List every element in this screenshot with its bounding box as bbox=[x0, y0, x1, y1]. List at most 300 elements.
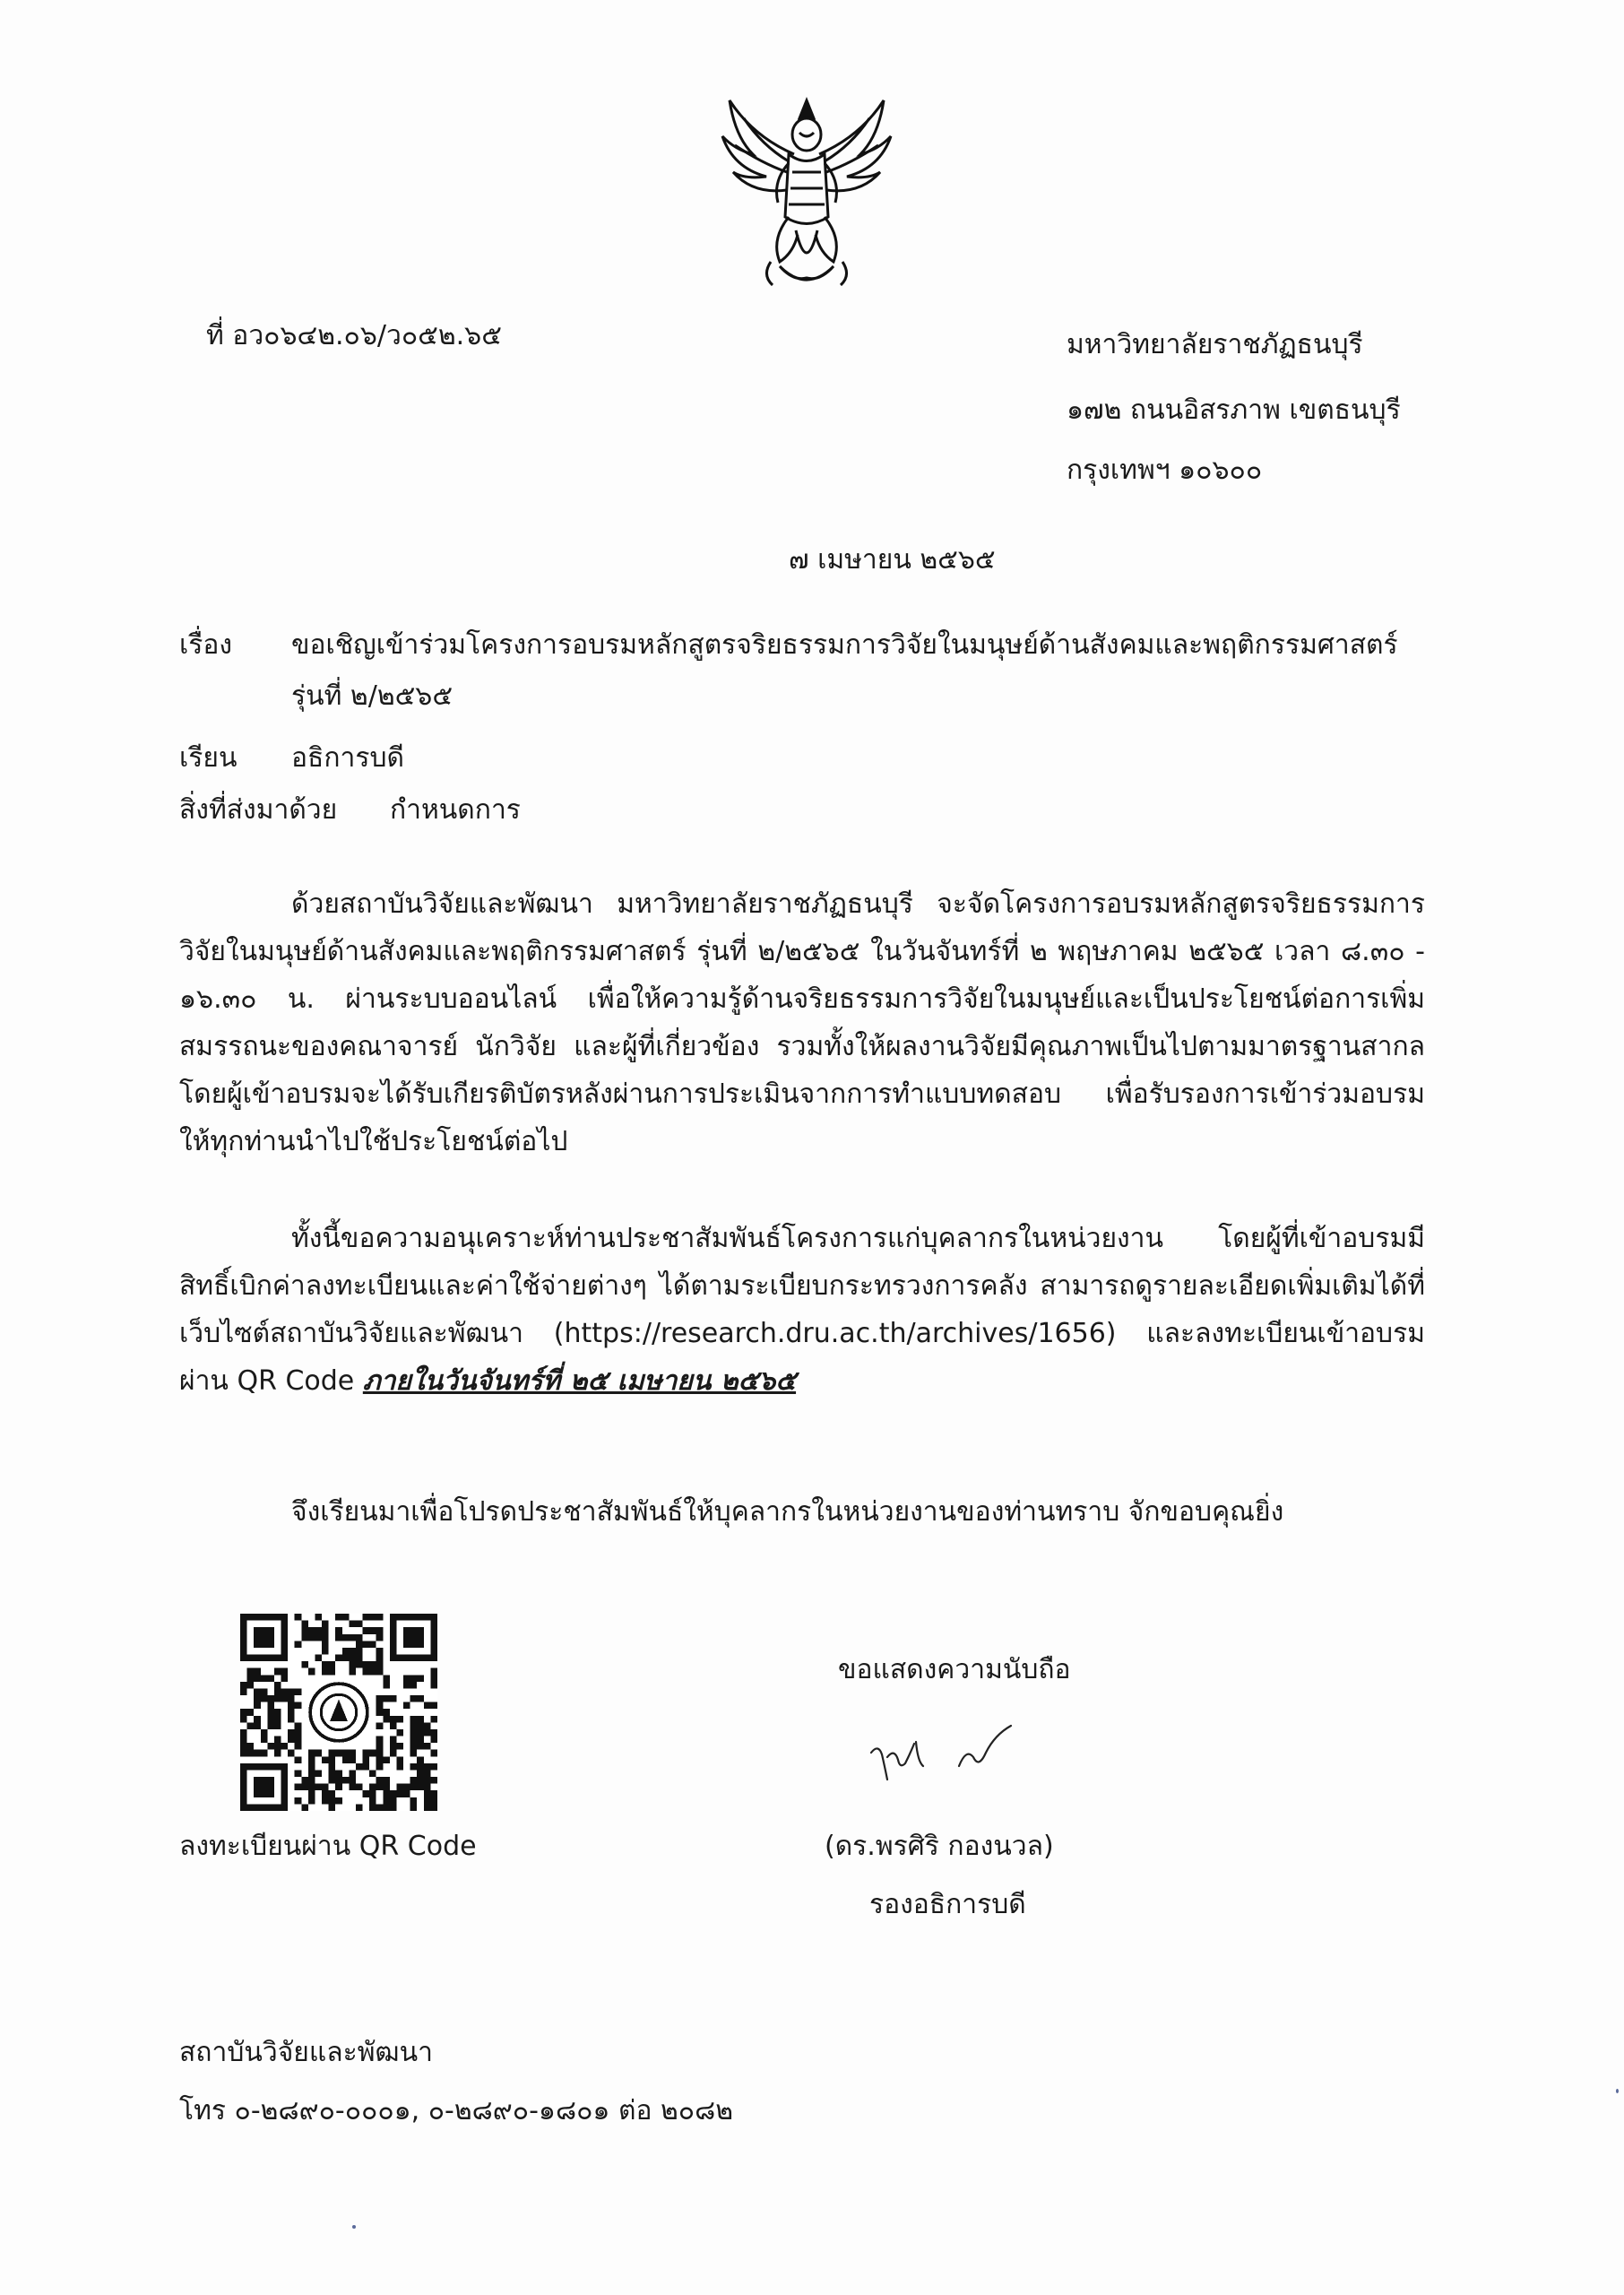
qr-module bbox=[322, 1641, 329, 1648]
qr-module bbox=[369, 1750, 376, 1757]
qr-module bbox=[254, 1722, 261, 1729]
qr-module bbox=[247, 1709, 255, 1716]
qr-module bbox=[295, 1729, 302, 1736]
handwritten-signature bbox=[860, 1717, 1040, 1797]
qr-module bbox=[417, 1675, 424, 1682]
qr-module bbox=[261, 1729, 268, 1736]
qr-module bbox=[376, 1777, 384, 1784]
qr-module bbox=[383, 1756, 390, 1763]
qr-module bbox=[261, 1688, 268, 1695]
qr-module bbox=[369, 1790, 376, 1797]
qr-module bbox=[376, 1756, 384, 1763]
qr-module bbox=[410, 1722, 418, 1729]
qr-module bbox=[424, 1743, 431, 1750]
qr-module bbox=[369, 1797, 376, 1805]
qr-module bbox=[403, 1675, 410, 1682]
qr-module bbox=[376, 1695, 384, 1702]
qr-module bbox=[369, 1770, 376, 1777]
qr-module bbox=[308, 1784, 315, 1791]
qr-module bbox=[430, 1729, 437, 1736]
qr-module bbox=[356, 1634, 363, 1641]
qr-module bbox=[363, 1750, 370, 1757]
qr-module bbox=[301, 1661, 308, 1668]
qr-module bbox=[410, 1695, 418, 1702]
qr-module bbox=[329, 1668, 336, 1676]
qr-module bbox=[376, 1668, 384, 1676]
qr-module bbox=[396, 1716, 403, 1723]
qr-module bbox=[383, 1695, 390, 1702]
qr-module bbox=[369, 1661, 376, 1668]
qr-module bbox=[329, 1661, 336, 1668]
qr-module bbox=[267, 1702, 274, 1710]
qr-module bbox=[335, 1750, 342, 1757]
qr-module bbox=[267, 1695, 274, 1702]
sender-line-1: มหาวิทยาลัยราชภัฏธนบุรี bbox=[1067, 329, 1363, 360]
qr-module bbox=[383, 1790, 390, 1797]
qr-module bbox=[322, 1756, 329, 1763]
qr-module bbox=[322, 1621, 329, 1628]
qr-module bbox=[335, 1777, 342, 1784]
qr-module bbox=[396, 1756, 403, 1763]
qr-module bbox=[363, 1614, 370, 1621]
qr-module bbox=[274, 1722, 281, 1729]
qr-module bbox=[383, 1709, 390, 1716]
qr-module bbox=[281, 1695, 289, 1702]
qr-module bbox=[315, 1614, 322, 1621]
qr-module bbox=[430, 1797, 437, 1805]
qr-module bbox=[301, 1634, 308, 1641]
qr-module bbox=[295, 1743, 302, 1750]
qr-module bbox=[369, 1627, 376, 1634]
qr-module bbox=[335, 1634, 342, 1641]
qr-module bbox=[301, 1804, 308, 1811]
qr-module bbox=[295, 1702, 302, 1710]
qr-module bbox=[322, 1627, 329, 1634]
recipient-label: เรียน bbox=[179, 742, 238, 774]
qr-module bbox=[376, 1614, 384, 1621]
qr-module bbox=[376, 1784, 384, 1791]
qr-module bbox=[369, 1614, 376, 1621]
qr-module bbox=[363, 1763, 370, 1771]
qr-module bbox=[410, 1750, 418, 1757]
qr-module bbox=[254, 1702, 261, 1710]
body-paragraph-2-text: ทั้งนี้ขอความอนุเคราะห์ท่านประชาสัมพันธ์โครงการแก่บุคลากรในหน่วยงาน โดยผู้ที่เข้าอบรมมีสิทธิ์เบิกค่าลงทะเบียนและค่าใช้จ่ายต่างๆ ได้ตามระเบียบกระทรวงการคลัง สามารถดูรายละเอียดเพิ่มเติมได้ที่เว็บไซต์สถาบันวิจัยและพัฒนา (https://research.dru.ac.th/archives/1656) และลงทะเบียนเข้าอบรมผ่าน QR Code bbox=[179, 1223, 1425, 1397]
qr-module bbox=[363, 1661, 370, 1668]
closing-text: ขอแสดงความนับถือ bbox=[838, 1654, 1071, 1685]
qr-module bbox=[376, 1743, 384, 1750]
qr-module bbox=[410, 1729, 418, 1736]
qr-module bbox=[315, 1655, 322, 1662]
qr-module bbox=[363, 1668, 370, 1676]
qr-module bbox=[254, 1716, 261, 1723]
qr-module bbox=[247, 1675, 255, 1682]
footer-phone: โทร ๐-๒๘๙๐-๐๐๐๑, ๐-๒๘๙๐-๑๘๐๑ ต่อ ๒๐๘๒ bbox=[179, 2095, 734, 2126]
qr-module bbox=[349, 1756, 356, 1763]
qr-module bbox=[430, 1668, 437, 1676]
qr-module bbox=[254, 1668, 261, 1676]
qr-module bbox=[322, 1634, 329, 1641]
qr-module bbox=[430, 1682, 437, 1689]
qr-module bbox=[349, 1634, 356, 1641]
qr-module bbox=[301, 1784, 308, 1791]
qr-module bbox=[396, 1763, 403, 1771]
qr-module bbox=[417, 1736, 424, 1744]
qr-module bbox=[410, 1716, 418, 1723]
qr-module bbox=[376, 1661, 384, 1668]
qr-module bbox=[376, 1804, 384, 1811]
qr-module bbox=[349, 1668, 356, 1676]
qr-module bbox=[410, 1736, 418, 1744]
qr-module bbox=[335, 1784, 342, 1791]
qr-module bbox=[383, 1682, 390, 1689]
qr-module bbox=[247, 1682, 255, 1689]
subject-line-1: ขอเชิญเข้าร่วมโครงการอบรมหลักสูตรจริยธรรมการวิจัยในมนุษย์ด้านสังคมและพฤติกรรมศาสตร์ bbox=[291, 629, 1398, 661]
qr-module bbox=[342, 1756, 350, 1763]
qr-module bbox=[349, 1648, 356, 1655]
qr-module bbox=[424, 1722, 431, 1729]
qr-module bbox=[308, 1756, 315, 1763]
qr-module bbox=[315, 1627, 322, 1634]
qr-module bbox=[424, 1777, 431, 1784]
qr-module bbox=[247, 1722, 255, 1729]
qr-module bbox=[410, 1797, 418, 1805]
qr-module bbox=[390, 1750, 397, 1757]
qr-module bbox=[288, 1709, 295, 1716]
qr-module bbox=[308, 1797, 315, 1805]
qr-module bbox=[288, 1736, 295, 1744]
qr-module bbox=[424, 1797, 431, 1805]
registration-deadline: ภายในวันจันทร์ที่ ๒๕ เมษายน ๒๕๖๕ bbox=[362, 1365, 797, 1397]
qr-module bbox=[261, 1695, 268, 1702]
qr-module bbox=[301, 1777, 308, 1784]
qr-module bbox=[247, 1743, 255, 1750]
qr-module bbox=[356, 1641, 363, 1648]
qr-module bbox=[363, 1627, 370, 1634]
qr-module bbox=[424, 1770, 431, 1777]
qr-module bbox=[376, 1709, 384, 1716]
qr-module bbox=[342, 1777, 350, 1784]
qr-module bbox=[315, 1750, 322, 1757]
qr-module bbox=[267, 1675, 274, 1682]
body-paragraph-1: ด้วยสถาบันวิจัยและพัฒนา มหาวิทยาลัยราชภัฏธนบุรี จะจัดโครงการอบรมหลักสูตรจริยธรรมการวิจัยในมนุษย์ด้านสังคมและพฤติกรรมศาสตร์ รุ่นที่ ๒/๒๕๖๕ ในวันจันทร์ที่ ๒ พฤษภาคม ๒๕๖๕ เวลา ๘.๓๐ - ๑๖.๓๐ น. ผ่านระบบออนไลน์ เพื่อให้ความรู้ด้านจริยธรรมการวิจัยในมนุษย์และเป็นประโยชน์ต่อการเพิ่มสมรรถนะของคณาจารย์ นักวิจัย และผู้ที่เกี่ยวข้อง รวมทั้งให้ผลงานวิจัยมีคุณภาพเป็นไปตามมาตรฐานสากล โดยผู้เข้าอบรมจะได้รับเกียรติบัตรหลังผ่านการประเมินจากการทำแบบทดสอบ เพื่อรับรองการเข้าร่วมอบรม ให้ทุกท่านนำไปใช้ประโยชน์ต่อไป bbox=[179, 888, 1425, 1157]
qr-module bbox=[349, 1750, 356, 1757]
qr-module bbox=[322, 1784, 329, 1791]
qr-module bbox=[376, 1627, 384, 1634]
qr-module bbox=[430, 1736, 437, 1744]
qr-module bbox=[335, 1655, 342, 1662]
qr-module bbox=[430, 1777, 437, 1784]
qr-module bbox=[329, 1750, 336, 1757]
qr-module bbox=[335, 1627, 342, 1634]
qr-module bbox=[308, 1750, 315, 1757]
qr-module bbox=[410, 1804, 418, 1811]
qr-module bbox=[329, 1790, 336, 1797]
qr-module bbox=[329, 1797, 336, 1805]
qr-module bbox=[247, 1750, 255, 1757]
qr-module bbox=[417, 1743, 424, 1750]
scan-speck bbox=[1616, 2089, 1619, 2093]
qr-module bbox=[396, 1729, 403, 1736]
qr-module bbox=[376, 1655, 384, 1662]
garuda-emblem-icon bbox=[717, 82, 896, 298]
qr-module bbox=[329, 1763, 336, 1771]
qr-module bbox=[301, 1627, 308, 1634]
qr-module bbox=[261, 1750, 268, 1757]
qr-module bbox=[383, 1716, 390, 1723]
qr-module bbox=[274, 1709, 281, 1716]
qr-module bbox=[274, 1695, 281, 1702]
qr-module bbox=[322, 1790, 329, 1797]
qr-module bbox=[288, 1716, 295, 1723]
qr-module bbox=[363, 1641, 370, 1648]
qr-module bbox=[369, 1668, 376, 1676]
qr-module bbox=[329, 1756, 336, 1763]
scan-speck bbox=[352, 2225, 356, 2229]
qr-module bbox=[274, 1688, 281, 1695]
qr-module bbox=[410, 1743, 418, 1750]
qr-module bbox=[417, 1777, 424, 1784]
footer-office: สถาบันวิจัยและพัฒนา bbox=[179, 2037, 433, 2068]
qr-module bbox=[240, 1682, 247, 1689]
signer-title: รองอธิการบดี bbox=[869, 1889, 1026, 1920]
qr-module bbox=[247, 1668, 255, 1676]
qr-module bbox=[288, 1702, 295, 1710]
qr-module bbox=[295, 1756, 302, 1763]
body-paragraph-2 bbox=[179, 1215, 1425, 1405]
qr-module bbox=[254, 1675, 261, 1682]
qr-code-icon[interactable] bbox=[240, 1614, 437, 1811]
qr-module bbox=[267, 1709, 274, 1716]
qr-module bbox=[335, 1614, 342, 1621]
qr-module bbox=[288, 1688, 295, 1695]
qr-module bbox=[396, 1790, 403, 1797]
qr-module bbox=[295, 1770, 302, 1777]
qr-module bbox=[308, 1634, 315, 1641]
qr-module bbox=[376, 1763, 384, 1771]
qr-module bbox=[322, 1797, 329, 1805]
qr-module bbox=[417, 1695, 424, 1702]
qr-module bbox=[430, 1750, 437, 1757]
qr-module bbox=[376, 1722, 384, 1729]
qr-module bbox=[356, 1784, 363, 1791]
qr-module bbox=[376, 1634, 384, 1641]
qr-module bbox=[356, 1655, 363, 1662]
qr-module bbox=[281, 1743, 289, 1750]
qr-module bbox=[430, 1675, 437, 1682]
qr-module bbox=[349, 1784, 356, 1791]
qr-module bbox=[240, 1750, 247, 1757]
qr-module bbox=[430, 1716, 437, 1723]
qr-module bbox=[295, 1736, 302, 1744]
qr-module bbox=[363, 1790, 370, 1797]
qr-module bbox=[329, 1777, 336, 1784]
qr-module bbox=[376, 1750, 384, 1757]
sender-line-2: ๑๗๒ ถนนอิสรภาพ เขตธนบุรี bbox=[1067, 394, 1401, 426]
qr-module bbox=[288, 1750, 295, 1757]
qr-module bbox=[376, 1702, 384, 1710]
qr-module bbox=[301, 1621, 308, 1628]
qr-module bbox=[295, 1641, 302, 1648]
qr-module bbox=[261, 1675, 268, 1682]
qr-module bbox=[403, 1702, 410, 1710]
qr-module bbox=[396, 1743, 403, 1750]
qr-module bbox=[430, 1763, 437, 1771]
qr-module bbox=[322, 1661, 329, 1668]
qr-module bbox=[424, 1804, 431, 1811]
qr-module bbox=[383, 1804, 390, 1811]
qr-module bbox=[390, 1743, 397, 1750]
qr-module bbox=[308, 1770, 315, 1777]
qr-module bbox=[356, 1661, 363, 1668]
qr-module bbox=[267, 1716, 274, 1723]
qr-module bbox=[308, 1763, 315, 1771]
qr-module bbox=[240, 1688, 247, 1695]
qr-module bbox=[281, 1668, 289, 1676]
qr-module bbox=[369, 1784, 376, 1791]
qr-module bbox=[383, 1675, 390, 1682]
qr-module bbox=[274, 1716, 281, 1723]
qr-module bbox=[376, 1648, 384, 1655]
qr-module bbox=[335, 1797, 342, 1805]
qr-module bbox=[254, 1695, 261, 1702]
qr-module bbox=[295, 1688, 302, 1695]
qr-module bbox=[342, 1648, 350, 1655]
qr-module bbox=[295, 1797, 302, 1805]
qr-module bbox=[295, 1614, 302, 1621]
qr-module bbox=[315, 1634, 322, 1641]
subject-label: เรื่อง bbox=[179, 629, 233, 661]
qr-module bbox=[240, 1729, 247, 1736]
qr-module bbox=[424, 1790, 431, 1797]
qr-module bbox=[356, 1804, 363, 1811]
qr-module bbox=[240, 1709, 247, 1716]
reference-number: ที่ อว๐๖๔๒.๐๖/ว๐๕๒.๖๕ bbox=[206, 320, 502, 351]
qr-module bbox=[430, 1790, 437, 1797]
qr-module bbox=[329, 1770, 336, 1777]
qr-module bbox=[410, 1682, 418, 1689]
qr-module bbox=[308, 1668, 315, 1676]
qr-module bbox=[295, 1784, 302, 1791]
qr-module bbox=[308, 1627, 315, 1634]
qr-module bbox=[383, 1777, 390, 1784]
qr-module bbox=[390, 1736, 397, 1744]
qr-module bbox=[390, 1695, 397, 1702]
qr-module bbox=[315, 1784, 322, 1791]
qr-module bbox=[403, 1682, 410, 1689]
qr-module bbox=[342, 1634, 350, 1641]
qr-module bbox=[281, 1688, 289, 1695]
qr-module bbox=[254, 1750, 261, 1757]
qr-module bbox=[308, 1777, 315, 1784]
qr-module bbox=[281, 1675, 289, 1682]
qr-module bbox=[363, 1756, 370, 1763]
sender-line-3: กรุงเทพฯ ๑๐๖๐๐ bbox=[1067, 455, 1263, 486]
qr-module bbox=[390, 1804, 397, 1811]
letter-date: ๗ เมษายน ๒๕๖๕ bbox=[789, 544, 996, 576]
qr-module bbox=[383, 1797, 390, 1805]
qr-module bbox=[417, 1722, 424, 1729]
qr-module bbox=[356, 1621, 363, 1628]
qr-module bbox=[369, 1804, 376, 1811]
qr-module bbox=[417, 1716, 424, 1723]
qr-module bbox=[295, 1722, 302, 1729]
qr-module bbox=[417, 1756, 424, 1763]
qr-module bbox=[240, 1736, 247, 1744]
qr-module bbox=[410, 1777, 418, 1784]
qr-module bbox=[342, 1614, 350, 1621]
qr-module bbox=[240, 1743, 247, 1750]
qr-module bbox=[410, 1675, 418, 1682]
qr-module bbox=[369, 1641, 376, 1648]
qr-module bbox=[417, 1763, 424, 1771]
qr-module bbox=[274, 1750, 281, 1757]
qr-module bbox=[261, 1736, 268, 1744]
qr-caption: ลงทะเบียนผ่าน QR Code bbox=[179, 1831, 477, 1862]
qr-module bbox=[356, 1763, 363, 1771]
qr-module bbox=[335, 1770, 342, 1777]
qr-module bbox=[417, 1729, 424, 1736]
qr-module bbox=[322, 1648, 329, 1655]
enclosure-label: สิ่งที่ส่งมาด้วย bbox=[179, 794, 338, 826]
body-paragraph-3: จึงเรียนมาเพื่อโปรดประชาสัมพันธ์ให้บุคลากรในหน่วยงานของท่านทราบ จักขอบคุณยิ่ง bbox=[291, 1496, 1284, 1528]
qr-module bbox=[430, 1702, 437, 1710]
qr-module bbox=[410, 1784, 418, 1791]
qr-module bbox=[417, 1784, 424, 1791]
qr-module bbox=[349, 1770, 356, 1777]
qr-module bbox=[396, 1784, 403, 1791]
qr-module bbox=[383, 1784, 390, 1791]
qr-module bbox=[430, 1804, 437, 1811]
qr-module bbox=[342, 1750, 350, 1757]
qr-module bbox=[376, 1736, 384, 1744]
signer-name: (ดร.พรศิริ กองนวล) bbox=[825, 1831, 1054, 1862]
enclosure-value: กำหนดการ bbox=[390, 794, 521, 826]
subject-line-2: รุ่นที่ ๒/๒๕๖๕ bbox=[291, 680, 454, 712]
qr-module bbox=[424, 1763, 431, 1771]
qr-module bbox=[315, 1770, 322, 1777]
qr-module bbox=[254, 1688, 261, 1695]
qr-module bbox=[240, 1716, 247, 1723]
qr-module bbox=[349, 1621, 356, 1628]
qr-module bbox=[403, 1784, 410, 1791]
qr-module bbox=[342, 1655, 350, 1662]
qr-module bbox=[329, 1804, 336, 1811]
qr-module bbox=[288, 1729, 295, 1736]
recipient-value: อธิการบดี bbox=[291, 742, 404, 774]
qr-module bbox=[390, 1722, 397, 1729]
qr-module bbox=[403, 1790, 410, 1797]
qr-module bbox=[349, 1661, 356, 1668]
qr-module bbox=[424, 1729, 431, 1736]
qr-module bbox=[274, 1682, 281, 1689]
qr-module bbox=[410, 1763, 418, 1771]
qr-module bbox=[390, 1790, 397, 1797]
qr-module bbox=[356, 1648, 363, 1655]
qr-module bbox=[308, 1790, 315, 1797]
qr-module bbox=[424, 1702, 431, 1710]
qr-module bbox=[390, 1716, 397, 1723]
qr-module bbox=[274, 1668, 281, 1676]
qr-module bbox=[288, 1695, 295, 1702]
qr-module bbox=[274, 1736, 281, 1744]
qr-module bbox=[349, 1777, 356, 1784]
qr-module bbox=[390, 1797, 397, 1805]
qr-module bbox=[349, 1655, 356, 1662]
qr-module bbox=[274, 1743, 281, 1750]
qr-module bbox=[322, 1668, 329, 1676]
qr-module bbox=[417, 1770, 424, 1777]
qr-module bbox=[267, 1722, 274, 1729]
